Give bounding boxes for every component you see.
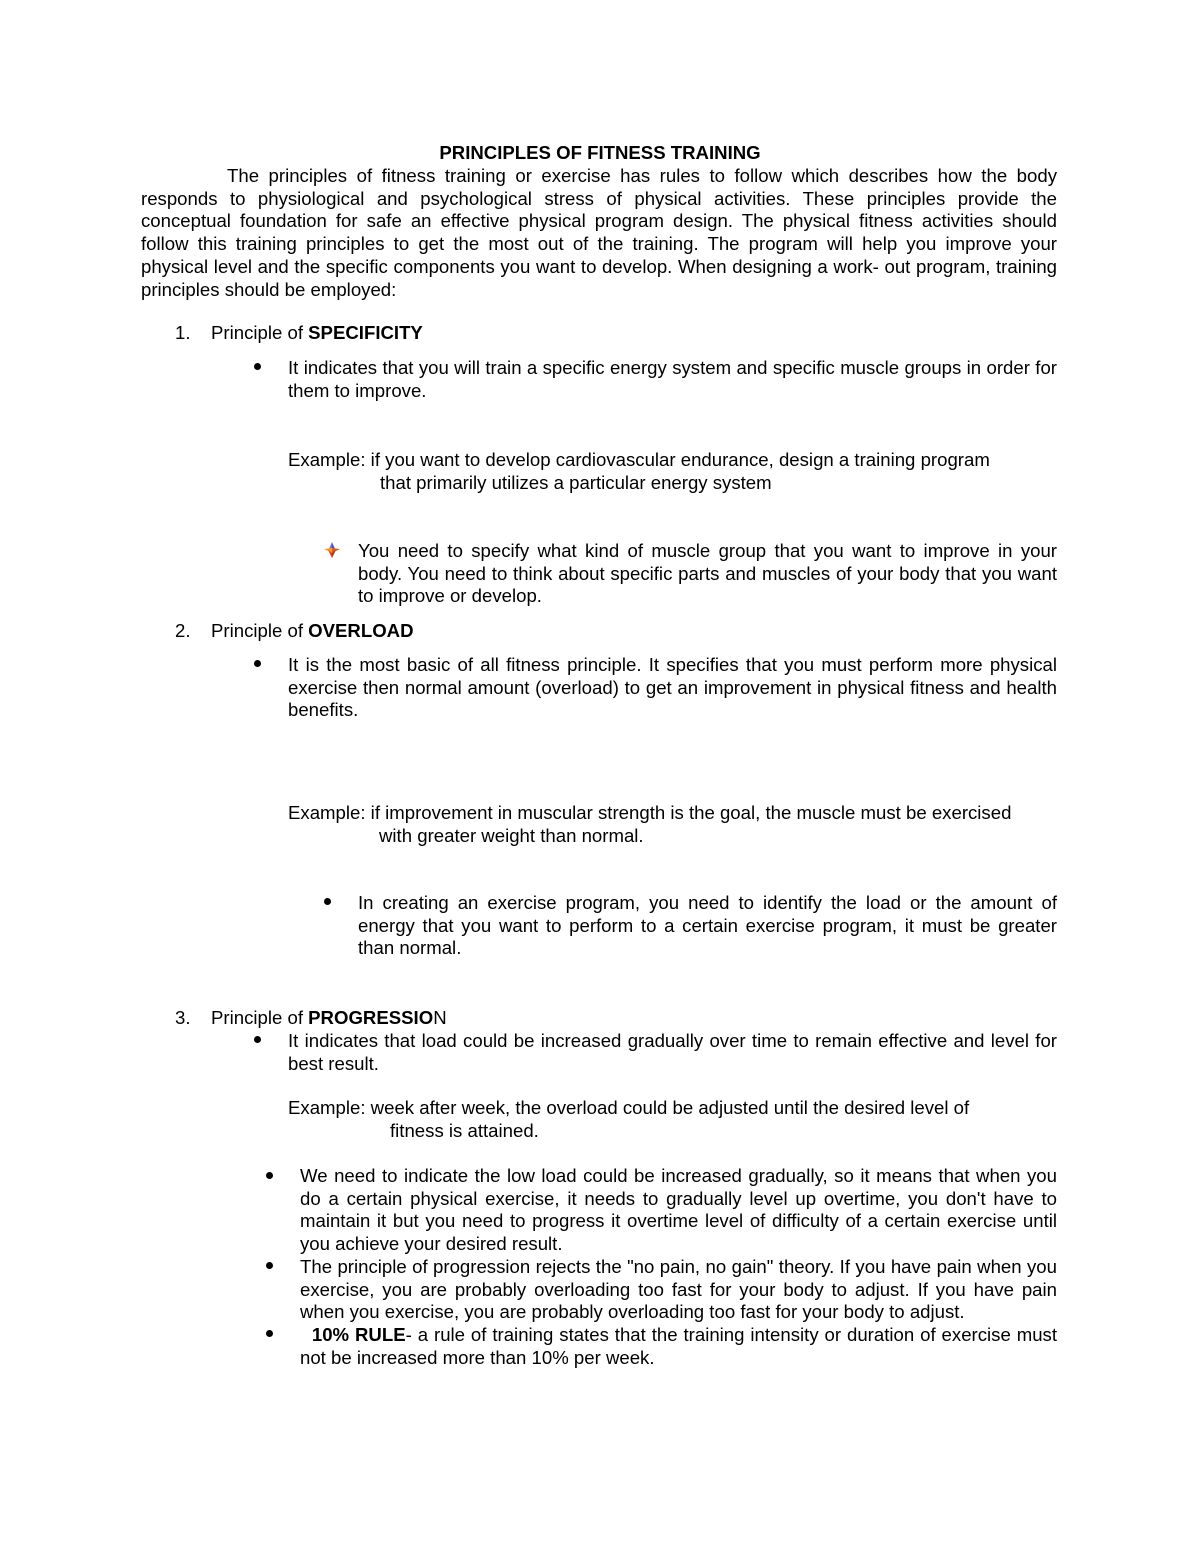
example-line1: if improvement in muscular strength is the goal, the muscle must be exercised [365, 802, 1012, 823]
section-title: Principle of SPECIFICITY [211, 322, 423, 343]
section-name-suffix: N [433, 1007, 447, 1028]
rule-label: 10% RULE [311, 1324, 406, 1345]
progression-note-1: We need to indicate the low load could be increased gradually, so it means that when you do a certain physical exercise, it needs to gradually level up overtime, you don't have to maintain it but you need to progress it overtime level of difficulty of a certain exercise until you achieve your desired result. [300, 1165, 1057, 1255]
specificity-example [288, 449, 1057, 494]
intro-text: The principles of fitness training or exercise has rules to follow which describes how the body responds to physiological and psychological stress of physical activities. These principles provide the conceptual foundation for safe an effective physical program design. The physical fitness activities should follow this training principles to get the most out of the training. The program will help you improve your physical level and the specific components you want to develop. When designing a work- out program, training principles should be employed: [141, 165, 1057, 300]
overload-bullet-text: It is the most basic of all fitness principle. It specifies that you must perform more physical exercise then normal amount (overload) to get an improvement in physical fitness and health benefits. [288, 654, 1057, 721]
example-line2: with greater weight than normal. [379, 824, 644, 846]
bullet-icon [266, 1330, 273, 1337]
intro-paragraph [141, 165, 1057, 301]
ten-percent-rule [300, 1324, 1057, 1369]
bullet-icon [266, 1172, 273, 1179]
overload-note-text: In creating an exercise program, you need to identify the load or the amount of energy that you want to perform to a certain exercise program, it must be greater than normal. [358, 892, 1057, 959]
bullet-icon [254, 363, 261, 370]
section-title: Principle of OVERLOAD [211, 620, 414, 641]
bullet-icon [254, 1036, 261, 1043]
section-number: 3. [175, 1007, 191, 1028]
specificity-note-text: You need to specify what kind of muscle group that you want to improve in your body. You need to think about specific parts and muscles of your body that you want to improve or develop. [358, 540, 1057, 607]
example-line2: fitness is attained. [390, 1119, 539, 1141]
progression-note-2: The principle of progression rejects the "no pain, no gain" theory. If you have pain when you exercise, you are probably overloading too fast for your body to adjust. If you have pain when you exercise, you are probably overloading too fast for your body to adjust. [300, 1256, 1057, 1323]
bullet-icon [324, 898, 331, 905]
bullet-icon [266, 1262, 273, 1269]
progression-bullet-text: It indicates that load could be increased gradually over time to remain effective and level for best result. [288, 1030, 1057, 1074]
section-number: 2. [175, 620, 191, 641]
specificity-bullet-text: It indicates that you will train a specific energy system and specific muscle groups in order for them to improve. [288, 357, 1057, 401]
progression-example [288, 1097, 1057, 1142]
document-title: PRINCIPLES OF FITNESS TRAINING [439, 142, 761, 163]
section-name: SPECIFICITY [308, 322, 423, 343]
example-label: Example: [288, 1097, 366, 1118]
section-name: PROGRESSIO [308, 1007, 434, 1028]
arrow-bullet-icon [322, 540, 342, 560]
bullet-icon [254, 660, 261, 667]
example-line2: that primarily utilizes a particular energy system [380, 471, 772, 493]
overload-example [288, 802, 1057, 847]
section-title: Principle of PROGRESSION [211, 1007, 447, 1028]
section-number: 1. [175, 322, 191, 343]
example-label: Example: [288, 802, 366, 823]
example-line1: if you want to develop cardiovascular endurance, design a training program [365, 449, 990, 470]
example-line1: week after week, the overload could be adjusted until the desired level of [365, 1097, 970, 1118]
section-name: OVERLOAD [308, 620, 414, 641]
example-label: Example: [288, 449, 366, 470]
rule-text: - a rule of training states that the training intensity or duration of exercise must not be increased more than 10% per week. [300, 1324, 1058, 1368]
